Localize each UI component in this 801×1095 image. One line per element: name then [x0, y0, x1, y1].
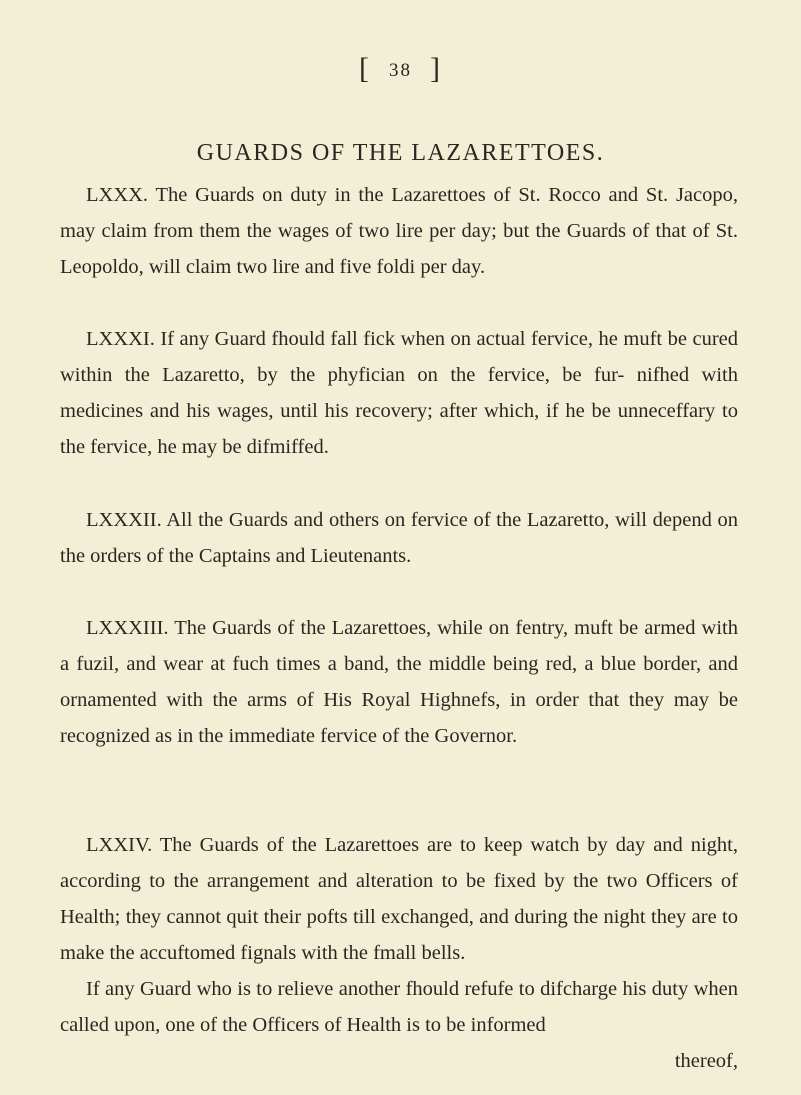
page-number-open-bracket: [ [359, 52, 371, 85]
paragraph-lxxiv [60, 827, 738, 971]
section-title: GUARDS OF THE LAZARETTOES. [196, 140, 605, 166]
paragraph-text: LXXXIII. The Guards of the Lazarettoes, while on fentry, muft be armed with a fuzil, and wear at fuch times a band, the middle being red, a blue border, and ornamented with the arms of His Royal Highnefs, in order that they may be recognized as in the immediate fervice of the Governor. [60, 617, 738, 747]
paragraph-text: LXXX. The Guards on duty in the Lazarettoes of St. Rocco and St. Jacopo, may claim from them the wages of two lire per day; but the Guards of that of St. Leopoldo, will claim two lire and five foldi per day. [60, 184, 738, 278]
paragraph-text: LXXXI. If any Guard fhould fall fick when on actual fervice, he muft be cured within the Lazaretto, by the phyfician on the fervice, be fur- nifhed with medicines and his wages, until his recovery; after which, if he be unneceffary to the fervice, he may be difmiffed. [60, 328, 738, 458]
paragraph-text: LXXXII. All the Guards and others on fervice of the Lazaretto, will depend on the orders of the Captains and Lieutenants. [60, 509, 738, 567]
page-number-header [0, 52, 801, 86]
catchword: thereof, [674, 1050, 738, 1072]
paragraph-lxxx [60, 177, 738, 285]
paragraph-lxxxi [60, 321, 738, 465]
paragraph-lxxxiii [60, 610, 738, 754]
paragraph-text: LXXIV. The Guards of the Lazarettoes are to keep watch by day and night, according to the arrangement and alteration to be fixed by the two Officers of Health; they cannot quit their pofts till exchanged, and during the night they are to make the accuftomed fignals with the fmall bells. [60, 834, 738, 964]
page-number: 38 [389, 60, 412, 81]
paragraph-lxxxii [60, 502, 738, 574]
paragraph-text: If any Guard who is to relieve another fhould refufe to difcharge his duty when called upon, one of the Officers of Health is to be informed [60, 978, 738, 1036]
paragraph-relief-refusal [60, 971, 738, 1043]
page-number-close-bracket: ] [430, 52, 442, 85]
